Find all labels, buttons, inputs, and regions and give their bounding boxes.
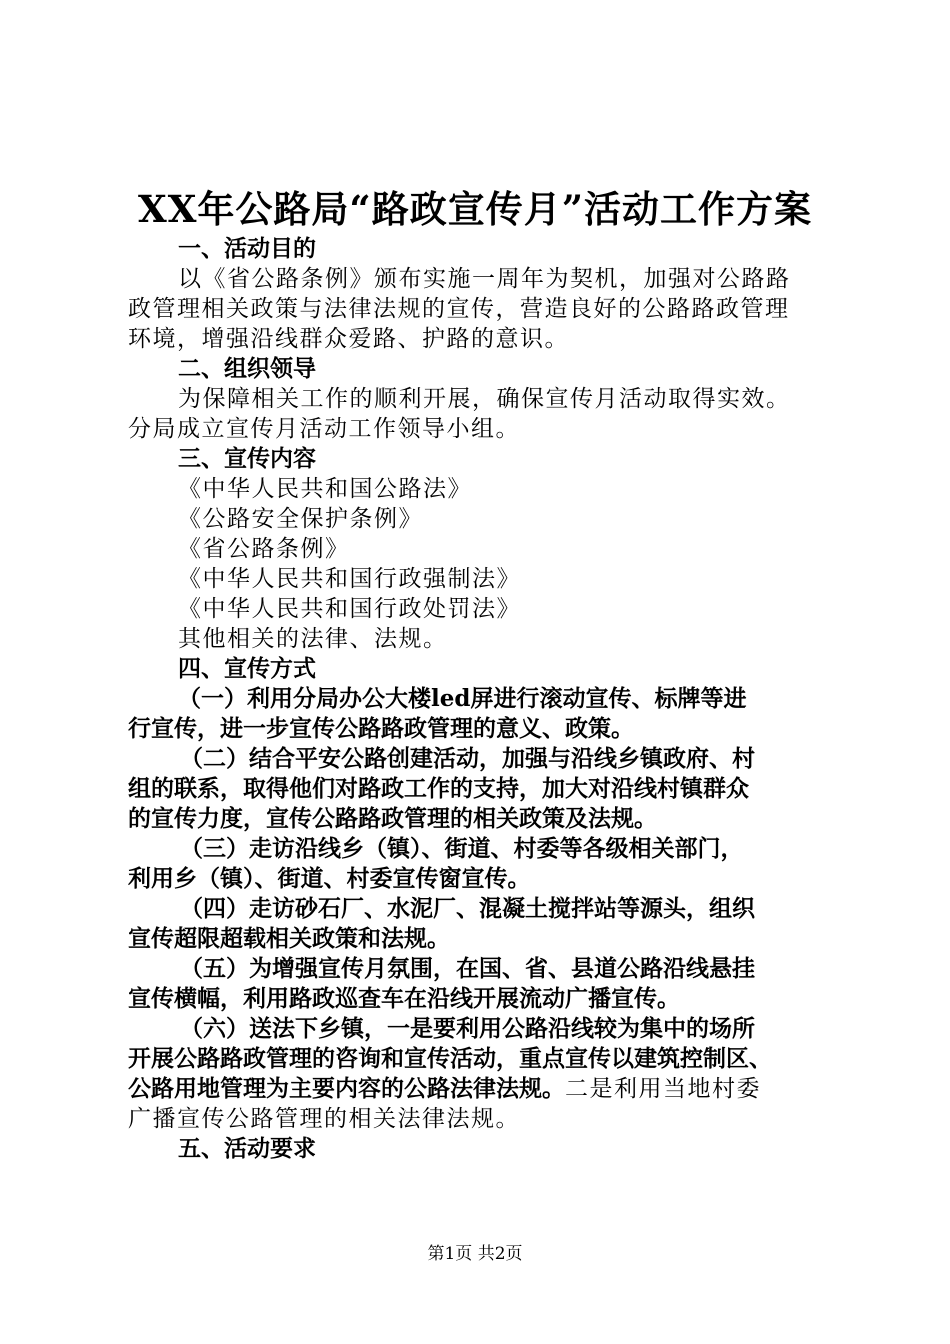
paragraph-segment: 公路用地管理为主要内容的公路法律法规。: [128, 1075, 565, 1102]
paragraph-line: （三）走访沿线乡（镇）、街道、村委等各级相关部门，: [180, 835, 744, 862]
page-footer: 第1页 共2页: [427, 1244, 523, 1264]
section-heading: 一、活动目的: [178, 235, 316, 262]
paragraph-line: 广播宣传公路管理的相关法律法规。: [128, 1106, 520, 1132]
paragraph-line: 利用乡（镇）、街道、村委宣传窗宣传。: [128, 865, 531, 892]
paragraph-line: 组的联系，取得他们对路政工作的支持，加大对沿线村镇群众: [128, 775, 749, 802]
document-title: XX年公路局“路政宣传月”活动工作方案: [138, 187, 812, 231]
paragraph-line: （四）走访砂石厂、水泥厂、混凝土搅拌站等源头，组织: [180, 895, 755, 922]
paragraph-line: 的宣传力度，宣传公路路政管理的相关政策及法规。: [128, 805, 657, 832]
paragraph-line: 以《省公路条例》颁布实施一周年为契机，加强对公路路: [178, 266, 791, 292]
paragraph-line: 政管理相关政策与法律法规的宣传，营造良好的公路路政管理: [128, 296, 790, 322]
paragraph-line: （一）利用分局办公大楼led屏进行滚动宣传、标牌等进: [178, 685, 747, 712]
list-item: 其他相关的法律、法规。: [178, 626, 448, 652]
section-heading: 五、活动要求: [178, 1135, 316, 1162]
list-item: 《中华人民共和国行政处罚法》: [178, 596, 521, 622]
paragraph-line: 开展公路路政管理的咨询和宣传活动，重点宣传以建筑控制区、: [128, 1045, 772, 1072]
paragraph-line: 宣传超限超载相关政策和法规。: [128, 925, 450, 952]
section-heading: 三、宣传内容: [178, 445, 316, 472]
paragraph-line: 行宣传，进一步宣传公路路政管理的意义、政策。: [128, 715, 634, 742]
paragraph-segment: 二是利用当地村委: [565, 1076, 761, 1102]
paragraph-line: 为保障相关工作的顺利开展，确保宣传月活动取得实效。: [178, 386, 791, 412]
section-heading: 四、宣传方式: [178, 655, 316, 682]
paragraph-line: 宣传横幅，利用路政巡查车在沿线开展流动广播宣传。: [128, 985, 680, 1012]
section-heading: 二、组织领导: [178, 355, 316, 382]
document-body: [128, 234, 832, 1164]
paragraph-line: （二）结合平安公路创建活动，加强与沿线乡镇政府、村: [180, 745, 755, 772]
list-item: 《中华人民共和国公路法》: [178, 476, 472, 502]
paragraph-line: （六）送法下乡镇，一是要利用公路沿线较为集中的场所: [180, 1015, 755, 1042]
list-item: 《公路安全保护条例》: [178, 506, 423, 532]
list-item: 《省公路条例》: [178, 536, 350, 562]
list-item: 《中华人民共和国行政强制法》: [178, 566, 521, 592]
paragraph-line: [128, 1074, 832, 1104]
paragraph-line: 分局成立宣传月活动工作领导小组。: [128, 416, 520, 442]
paragraph-line: 环境，增强沿线群众爱路、护路的意识。: [128, 326, 569, 352]
paragraph-line: （五）为增强宣传月氛围，在国、省、县道公路沿线悬挂: [180, 955, 755, 982]
